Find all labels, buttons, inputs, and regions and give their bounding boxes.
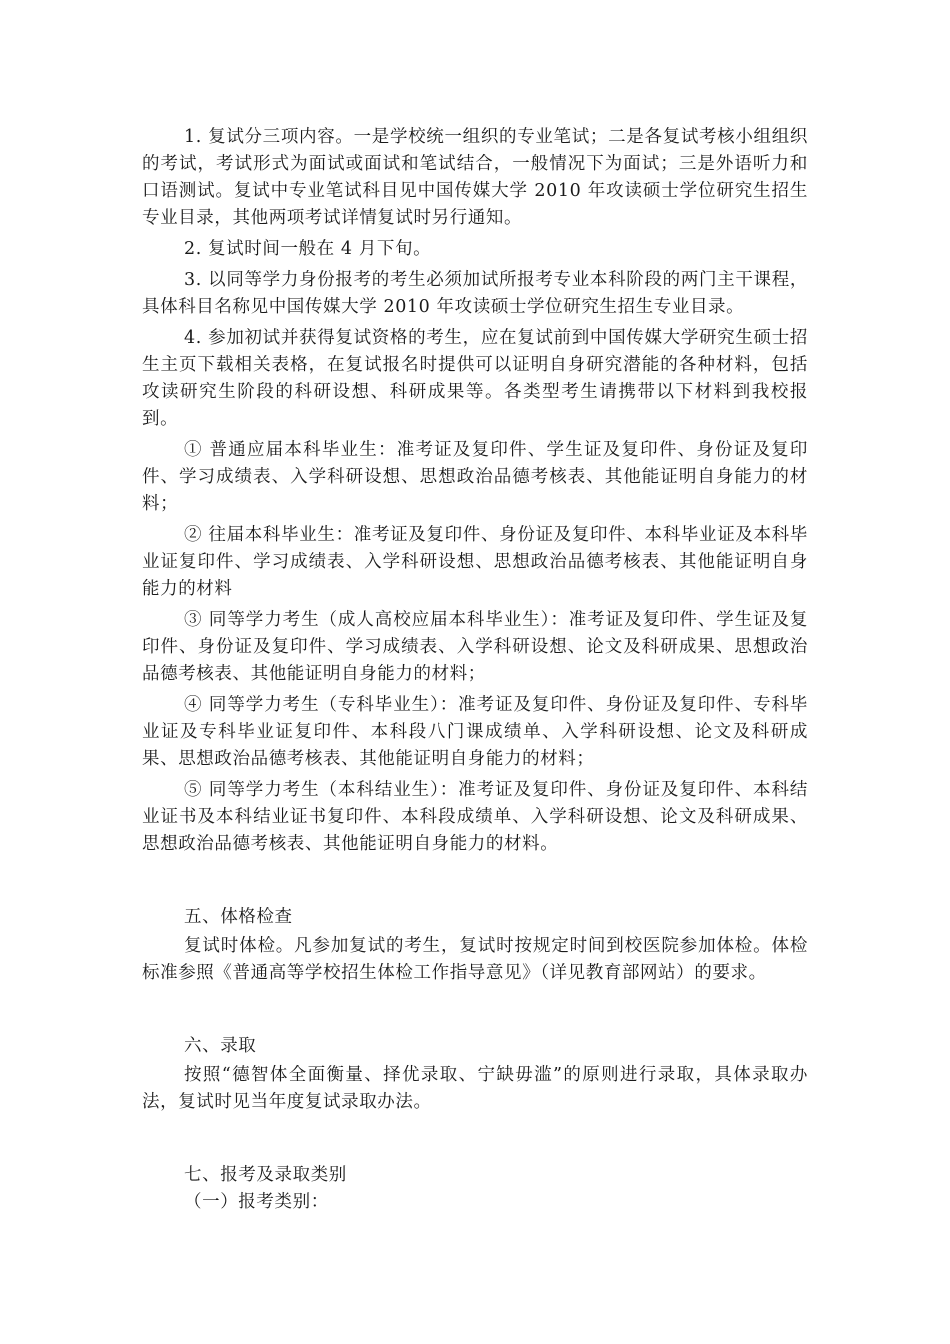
section-body-physical-exam: 复试时体检。凡参加复试的考生，复试时按规定时间到校医院参加体检。体检标准参照《普通高等学校招生体检工作指导意见》（详见教育部网站）的要求。 bbox=[142, 936, 808, 983]
document-page bbox=[142, 124, 808, 1216]
retest-item-1: 1. 复试分三项内容。一是学校统一组织的专业笔试；二是各复试考核小组组织的考试，考试形式为面试或面试和笔试结合，一般情况下为面试；三是外语听力和口语测试。复试中专业笔试科目见中国传媒大学 2010 年攻读硕士学位研究生招生专业目录，其他两项考试详情复试时另行通知。 bbox=[142, 127, 808, 228]
retest-item-2: 2. 复试时间一般在 4 月下旬。 bbox=[184, 239, 432, 259]
materials-item-3: ③ 同等学力考生（成人高校应届本科毕业生）：准考证及复印件、学生证及复印件、身份证及复印件、学习成绩表、入学科研设想、论文及科研成果、思想政治品德考核表、其他能证明自身能力的材料； bbox=[142, 610, 808, 684]
retest-item-4: 4. 参加初试并获得复试资格的考生，应在复试前到中国传媒大学研究生硕士招生主页下载相关表格，在复试报名时提供可以证明自身研究潜能的各种材料，包括攻读研究生阶段的科研设想、科研成果等。各类型考生请携带以下材料到我校报到。 bbox=[142, 328, 808, 429]
materials-item-5: ⑤ 同等学力考生（本科结业生）：准考证及复印件、身份证及复印件、本科结业证书及本科结业证书复印件、本科段成绩单、入学科研设想、论文及科研成果、思想政治品德考核表、其他能证明自身能力的材料。 bbox=[142, 780, 808, 854]
materials-item-1: ① 普通应届本科毕业生：准考证及复印件、学生证及复印件、身份证及复印件、学习成绩表、入学科研设想、思想政治品德考核表、其他能证明自身能力的材料； bbox=[142, 440, 808, 514]
section-heading-physical-exam: 五、体格检查 bbox=[184, 907, 293, 927]
materials-item-4: ④ 同等学力考生（专科毕业生）：准考证及复印件、身份证及复印件、专科毕业证及专科毕业证复印件、本科段八门课成绩单、入学科研设想、论文及科研成果、思想政治品德考核表、其他能证明自身能力的材料； bbox=[142, 695, 808, 769]
sub-heading-application-categories: （一）报考类别： bbox=[184, 1192, 329, 1212]
section-heading-categories: 七、报考及录取类别 bbox=[184, 1165, 347, 1185]
retest-item-3: 3. 以同等学力身份报考的考生必须加试所报考专业本科阶段的两门主干课程，具体科目名称见中国传媒大学 2010 年攻读硕士学位研究生招生专业目录。 bbox=[142, 270, 808, 317]
section-heading-admission: 六、录取 bbox=[184, 1036, 257, 1056]
section-body-admission: 按照“德智体全面衡量、择优录取、宁缺毋滥”的原则进行录取，具体录取办法，复试时见当年度复试录取办法。 bbox=[142, 1065, 808, 1112]
materials-item-2: ② 往届本科毕业生：准考证及复印件、身份证及复印件、本科毕业证及本科毕业证复印件、学习成绩表、入学科研设想、思想政治品德考核表、其他能证明自身能力的材料 bbox=[142, 525, 808, 599]
